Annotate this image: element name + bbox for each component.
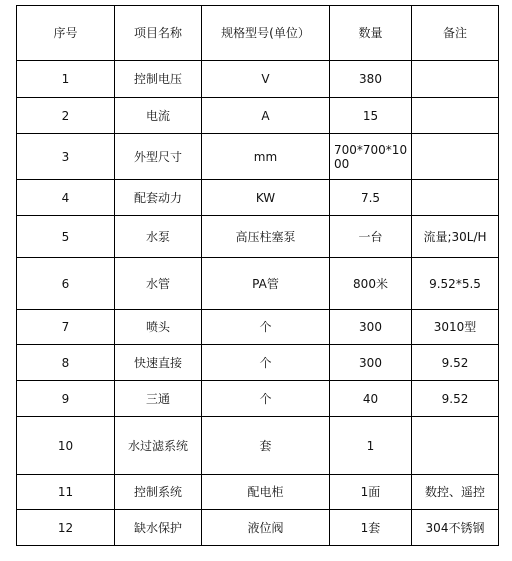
row-remarks: 流量;30L/H [412, 216, 499, 258]
row-index: 7 [17, 310, 115, 345]
table-row [17, 345, 499, 381]
row-quantity: 一台 [330, 216, 412, 258]
row-spec-unit: 液位阀 [202, 510, 330, 546]
row-index: 3 [17, 134, 115, 180]
row-item-name: 配套动力 [115, 180, 202, 216]
row-quantity: 40 [330, 381, 412, 417]
row-remarks: 304不锈钢 [412, 510, 499, 546]
row-spec-unit: PA管 [202, 258, 330, 310]
row-item-name: 快速直接 [115, 345, 202, 381]
table-row [17, 98, 499, 134]
table-row [17, 510, 499, 546]
row-spec-unit: 配电柜 [202, 475, 330, 510]
row-quantity: 300 [330, 310, 412, 345]
row-spec-unit: 套 [202, 417, 330, 475]
row-remarks: 9.52 [412, 381, 499, 417]
row-item-name: 控制系统 [115, 475, 202, 510]
row-index: 4 [17, 180, 115, 216]
row-remarks: 9.52*5.5 [412, 258, 499, 310]
row-remarks [412, 134, 499, 180]
row-quantity: 1 [330, 417, 412, 475]
row-index: 10 [17, 417, 115, 475]
row-index: 2 [17, 98, 115, 134]
row-spec-unit: 个 [202, 345, 330, 381]
row-remarks [412, 417, 499, 475]
header-item-name: 项目名称 [115, 6, 202, 61]
row-index: 1 [17, 61, 115, 98]
row-remarks: 3010型 [412, 310, 499, 345]
row-quantity: 300 [330, 345, 412, 381]
row-spec-unit: 个 [202, 310, 330, 345]
table-row [17, 475, 499, 510]
row-index: 6 [17, 258, 115, 310]
row-quantity: 380 [330, 61, 412, 98]
row-item-name: 缺水保护 [115, 510, 202, 546]
row-item-name: 水泵 [115, 216, 202, 258]
header-index: 序号 [17, 6, 115, 61]
row-index: 12 [17, 510, 115, 546]
row-item-name: 三通 [115, 381, 202, 417]
row-spec-unit: KW [202, 180, 330, 216]
row-item-name: 电流 [115, 98, 202, 134]
row-spec-unit: V [202, 61, 330, 98]
row-remarks [412, 98, 499, 134]
header-remarks: 备注 [412, 6, 499, 61]
row-index: 11 [17, 475, 115, 510]
header-quantity: 数量 [330, 6, 412, 61]
row-spec-unit: 高压柱塞泵 [202, 216, 330, 258]
row-item-name: 外型尺寸 [115, 134, 202, 180]
row-remarks [412, 180, 499, 216]
table-row [17, 417, 499, 475]
row-quantity: 15 [330, 98, 412, 134]
row-spec-unit: 个 [202, 381, 330, 417]
row-quantity: 1套 [330, 510, 412, 546]
table-row [17, 310, 499, 345]
header-spec-unit: 规格型号(单位） [202, 6, 330, 61]
row-index: 8 [17, 345, 115, 381]
table-row [17, 216, 499, 258]
row-remarks: 数控、遥控 [412, 475, 499, 510]
row-quantity: 800米 [330, 258, 412, 310]
table-row [17, 61, 499, 98]
table-row [17, 258, 499, 310]
row-quantity: 7.5 [330, 180, 412, 216]
table-row [17, 381, 499, 417]
header-row [17, 6, 499, 61]
spec-table [16, 5, 499, 546]
row-item-name: 水过滤系统 [115, 417, 202, 475]
row-remarks [412, 61, 499, 98]
row-remarks: 9.52 [412, 345, 499, 381]
table-row [17, 180, 499, 216]
row-index: 5 [17, 216, 115, 258]
row-index: 9 [17, 381, 115, 417]
row-item-name: 控制电压 [115, 61, 202, 98]
row-spec-unit: mm [202, 134, 330, 180]
row-item-name: 喷头 [115, 310, 202, 345]
row-spec-unit: A [202, 98, 330, 134]
table-row [17, 134, 499, 180]
row-item-name: 水管 [115, 258, 202, 310]
row-quantity: 1面 [330, 475, 412, 510]
row-quantity: 700*700*1000 [330, 134, 412, 180]
